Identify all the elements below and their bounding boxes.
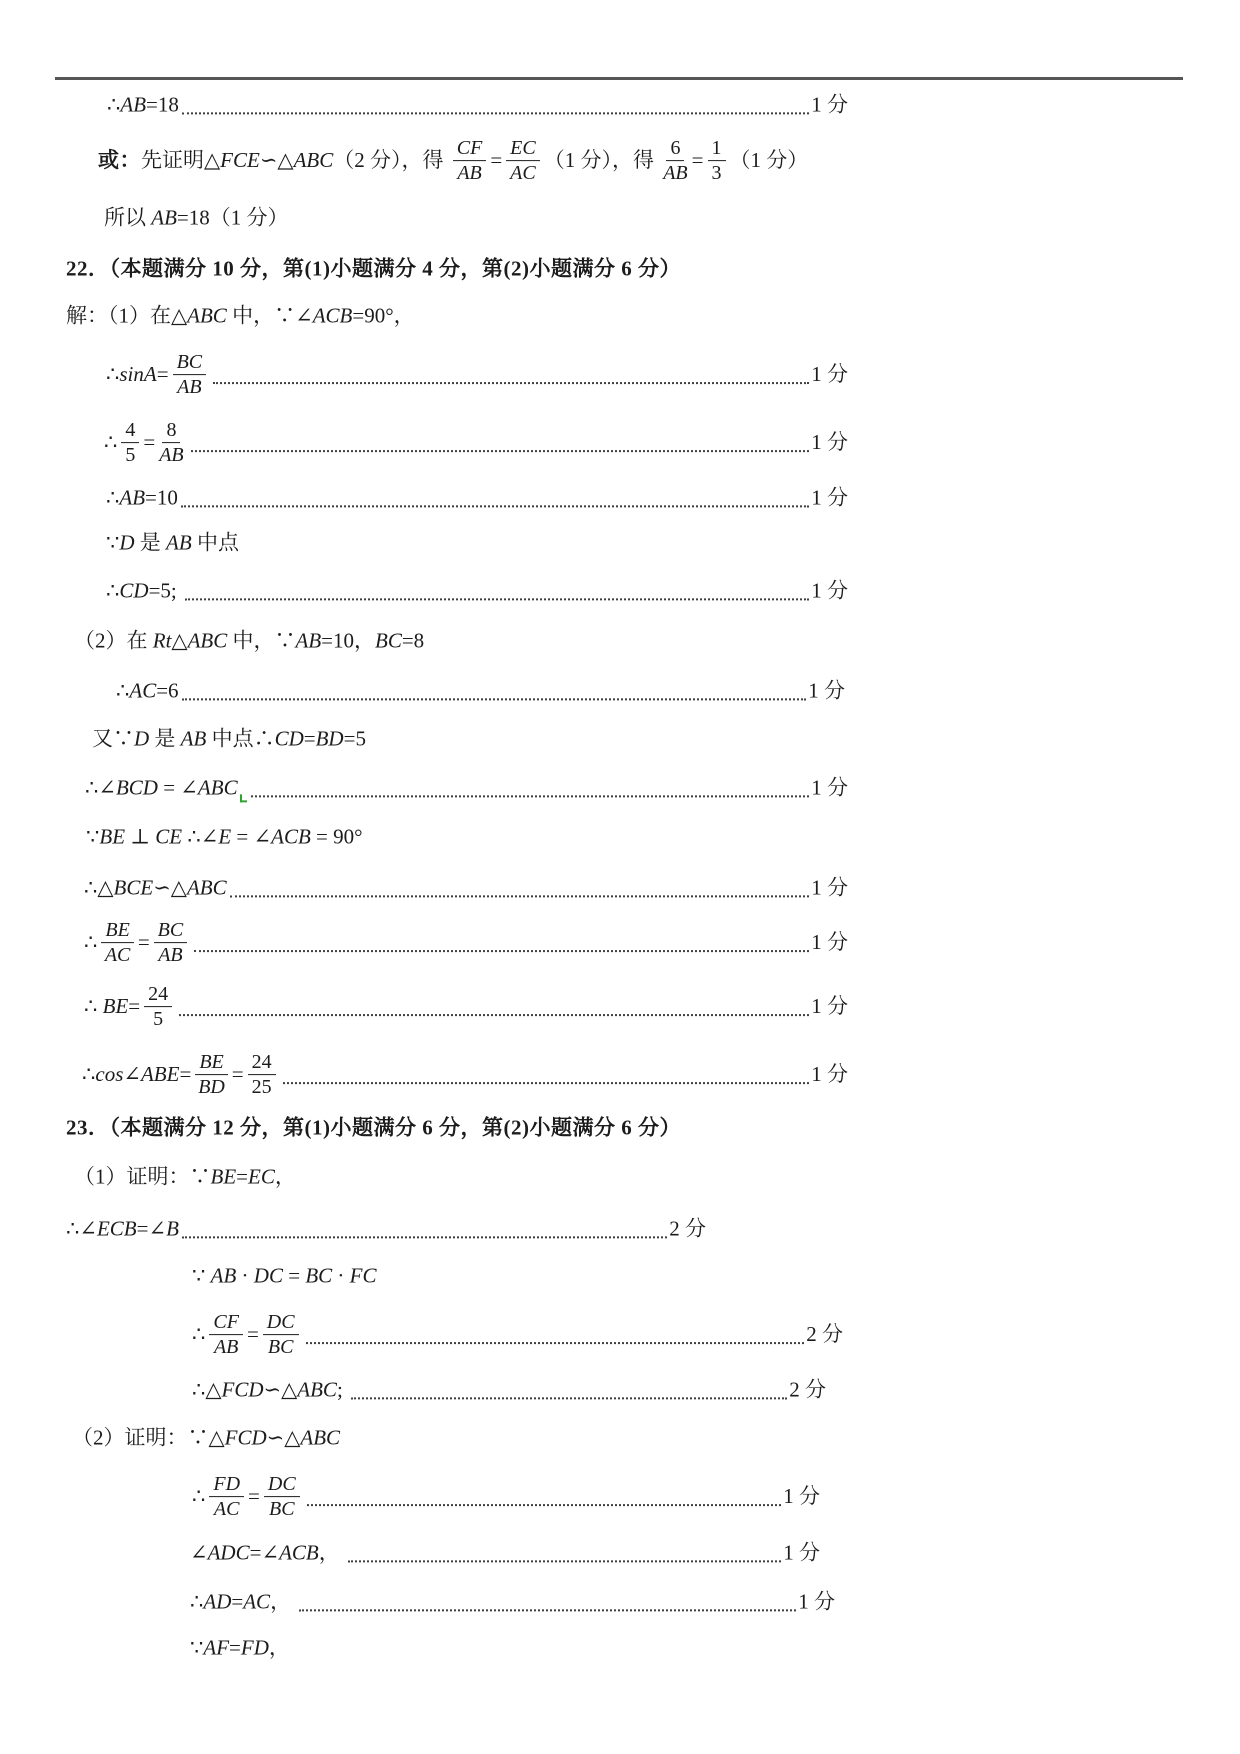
line-af-eq-fd [190,1634,290,1661]
text: 是 [134,530,167,555]
line-cf-ab-ratio [192,1311,843,1359]
text: = [156,362,169,387]
score-label: 2 分 [806,1322,843,1347]
fraction-denominator: AC [510,162,536,185]
dotted-leader [191,434,810,452]
math-text: ABC [297,1377,337,1402]
math-text: ABE [140,1062,180,1087]
math-text: Rt [152,628,172,653]
dotted-leader [181,489,809,507]
dotted-leader [283,1066,810,1084]
line-angle-bcd [85,774,848,801]
math-text: AB [180,726,207,751]
line-ab-18 [107,91,848,118]
fraction [209,1311,243,1359]
text: （2）在 [74,628,153,653]
line-four-fifths [104,419,848,467]
line-adc-eq-acb [190,1539,820,1566]
math-text: FC [349,1263,377,1288]
text: ∽△ [259,148,294,173]
text: ⊥ [125,824,156,849]
text: 先证明△ [141,148,221,173]
fraction-denominator: AB [213,1336,239,1359]
fraction-numerator: DC [264,1473,300,1497]
text: = [128,994,141,1019]
dotted-leader [351,1381,787,1399]
fraction-denominator: 5 [153,1008,164,1031]
dotted-leader [182,682,807,700]
math-text: ABC [187,628,228,653]
math-text: AB [120,92,147,117]
text: = [246,1322,259,1347]
score-label: 1 分 [811,930,848,955]
math-text: ACB [279,1540,319,1565]
text: ∴∠ [85,775,116,800]
fraction-denominator: AB [159,444,184,467]
text: ∵ [86,824,100,849]
score-label: 1 分 [811,362,848,387]
math-text: ECB [96,1216,137,1241]
score-label: 1 分 [811,775,848,800]
math-text: AC [129,678,157,703]
fraction [144,983,172,1031]
fraction-numerator: BE [101,919,133,943]
fraction-numerator: 24 [248,1051,276,1075]
text: ∴ [106,578,120,603]
math-text: ADC [207,1540,250,1565]
text: ∴ [84,994,103,1019]
text: ∽△ [153,875,187,900]
fraction-denominator: AB [457,162,482,185]
text: =90°， [352,303,415,328]
math-text: CD [119,578,149,603]
line-ab-dc-product [192,1262,377,1289]
math-text: ACB [271,824,311,849]
fraction-numerator: CF [453,137,487,161]
fraction-denominator: AB [663,162,688,185]
line-alt-proof [98,137,808,185]
fraction [453,137,487,185]
text: ∴ [106,362,120,387]
dotted-leader [306,1326,805,1344]
text: =5 [343,726,366,751]
text: ∵ [190,1635,204,1660]
bold-text: 23．（本题满分 12 分，第(1)小题满分 6 分，第(2)小题满分 6 分） [66,1115,681,1140]
score-label: 1 分 [811,430,848,455]
fraction-numerator: BE [195,1051,227,1075]
dotted-leader [182,96,809,114]
math-text: CD [274,726,304,751]
line-cd-bd-5 [92,725,366,752]
text: ∴ [107,92,121,117]
math-text: AF [203,1635,230,1660]
score-label: 1 分 [811,1062,848,1087]
text: ∴△ [84,875,114,900]
text: ∠ [123,1062,141,1087]
text: ， [268,1635,290,1660]
text: 解：（1）在△ [66,303,188,328]
line-q23-proof2 [72,1424,340,1451]
text: 所以 [104,205,152,230]
math-text: BC [305,1263,333,1288]
fraction-denominator: 25 [251,1076,272,1099]
text: = [303,726,316,751]
text: ∴∠ [182,824,219,849]
text: = [231,1062,244,1087]
math-text: ABC [187,303,227,328]
fraction [209,1473,244,1521]
text: ， [274,1164,296,1189]
fraction [173,351,207,399]
text: =∠ [136,1216,167,1241]
dotted-leader [251,779,810,797]
fraction-denominator: AB [158,944,183,967]
text: ∴ [192,1322,206,1347]
fraction-numerator: DC [263,1311,299,1335]
fraction-denominator: BD [198,1076,225,1099]
math-text: BCD [115,775,158,800]
text: ， [270,1589,297,1614]
math-text: EC [248,1164,275,1189]
text: （2 分），得 [333,148,449,173]
score-label: 1 分 [811,875,848,900]
fraction-numerator: BC [173,351,207,375]
score-label: 1 分 [811,578,848,603]
line-bce-sim-abc [84,874,848,901]
text: · [332,1263,350,1288]
math-text: B [166,1216,179,1241]
text: ∴△ [192,1377,222,1402]
math-text: D [119,530,135,555]
fraction [121,419,139,467]
fraction [506,137,540,185]
math-text: FCD [221,1377,264,1402]
dotted-leader [194,934,809,952]
dotted-leader [182,1220,667,1238]
dotted-leader [299,1593,796,1611]
text: = [236,1164,248,1189]
text: ∴ [82,1062,96,1087]
green-proof-mark [240,794,247,802]
text: 中，∵ [227,628,296,653]
fraction-numerator: CF [209,1311,243,1335]
fraction-numerator: 1 [708,137,726,161]
score-label: 1 分 [811,485,848,510]
line-fd-ac-ratio [192,1473,820,1521]
text: = [282,1263,306,1288]
fraction-numerator: FD [209,1473,244,1497]
text: 又∵ [92,726,134,751]
math-text: AB [151,205,177,230]
text: ∴∠ [66,1216,97,1241]
line-suoyi-ab18 [104,204,289,231]
math-text: ABC [300,1425,341,1450]
fraction-denominator: 3 [711,162,722,185]
text: （1 分） [729,148,809,173]
fraction [263,1311,299,1359]
math-text: FCE [220,148,260,173]
fraction [154,919,188,967]
math-text: sinA [119,362,157,387]
line-q22-part2 [74,627,424,654]
math-text: CE [155,824,183,849]
text: ∵ [106,530,120,555]
fraction-numerator: 24 [144,983,172,1007]
fraction-denominator: BC [269,1498,295,1521]
line-q23-proof1 [74,1163,296,1190]
text: =5; [148,578,182,603]
text: = [137,930,150,955]
score-label: 1 分 [808,678,845,703]
math-text: D [134,726,150,751]
text: （1 分），得 [543,148,660,173]
fraction-denominator: AB [177,376,202,399]
dotted-leader [213,366,809,384]
fraction-numerator: 4 [121,419,139,443]
fraction-numerator: BC [154,919,188,943]
score-label: 1 分 [783,1540,820,1565]
text: =10 [145,485,178,510]
math-text: BD [315,726,344,751]
text: =8 [401,628,425,653]
math-text: BCE [113,875,154,900]
score-label: 1 分 [783,1484,820,1509]
fraction [248,1051,276,1099]
math-text: AB [210,1263,237,1288]
text: · [236,1263,254,1288]
math-text: DC [253,1263,283,1288]
dotted-leader [185,582,809,600]
math-text: FD [240,1635,269,1660]
text: ∽△ [266,1425,301,1450]
text: △ [171,628,188,653]
fraction-denominator: AC [213,1498,240,1521]
line-cd-5 [106,577,848,604]
fraction [663,137,687,185]
dotted-leader [179,998,809,1016]
math-text: FCD [224,1425,267,1450]
text: = [490,148,503,173]
score-label: 2 分 [789,1377,826,1402]
text: = [179,1062,192,1087]
page-top-rule [55,77,1183,80]
text: ∽△ [263,1377,298,1402]
text: ∵ [192,1263,211,1288]
fraction-denominator: 5 [125,444,136,467]
fraction-numerator: 6 [666,137,684,161]
math-text: BC [375,628,402,653]
dotted-leader [230,879,810,897]
text: =∠ [249,1540,280,1565]
math-text: cos [95,1062,124,1087]
math-text: ABC [197,775,238,800]
text: （2）证明：∵△ [72,1425,225,1450]
text: = [248,1484,260,1509]
text: = [691,148,704,173]
text: ∴ [116,678,130,703]
line-ac-6 [116,677,845,704]
score-label: 2 分 [669,1216,706,1241]
text: ∴ [104,430,118,455]
text: （1）证明：∵ [74,1164,211,1189]
line-q23-header [66,1114,681,1141]
bold-text: 或： [98,148,141,173]
text: =10， [321,628,375,653]
text: ∴ [192,1484,206,1509]
text: 是 [149,726,181,751]
text: ∴ [84,930,98,955]
dotted-leader [348,1544,781,1562]
math-text: ABC [293,148,334,173]
score-label: 1 分 [811,92,848,117]
fraction [159,419,183,467]
line-be-ac-ratio [84,919,848,967]
line-fcd-sim-abc [192,1376,826,1403]
text: 中，∵∠ [226,303,313,328]
score-label: 1 分 [798,1589,835,1614]
line-q22-header [66,255,681,282]
fraction-numerator: EC [506,137,540,161]
line-ad-eq-ac [190,1588,835,1615]
line-cos-abe [82,1051,848,1099]
math-text: AD [203,1589,232,1614]
math-text: ABC [186,875,227,900]
fraction [708,137,726,185]
math-text: AB [119,485,146,510]
line-d-midpoint [106,529,239,556]
score-label: 1 分 [811,994,848,1019]
fraction [264,1473,300,1521]
math-text: BE [99,824,126,849]
text: ; [336,1377,349,1402]
text: = ∠ [231,824,272,849]
fraction [101,919,133,967]
math-text: E [218,824,232,849]
text: ∠ [190,1540,208,1565]
text: = [143,430,156,455]
text: 中点 [191,530,239,555]
text: ， [318,1540,345,1565]
line-be-24-5 [84,983,848,1031]
text: = 90° [310,824,363,849]
line-ecb-eq-b [66,1215,706,1242]
math-text: AB [166,530,192,555]
text: =18 [146,92,179,117]
fraction [195,1051,227,1099]
fraction-denominator: BC [267,1336,294,1359]
math-text: BE [102,994,129,1019]
math-text: AB [295,628,322,653]
fraction-denominator: AC [104,944,131,967]
text: =6 [156,678,179,703]
text: = ∠ [157,775,198,800]
line-sina [106,351,848,399]
text: = [229,1635,241,1660]
line-ab-10 [106,484,848,511]
math-text: BE [210,1164,237,1189]
text: 中点∴ [206,726,275,751]
dotted-leader [307,1488,782,1506]
text: ∴ [106,485,120,510]
line-be-perp-ce [86,823,363,850]
text: =18（1 分） [176,205,289,230]
text: ∴ [190,1589,204,1614]
fraction-numerator: 8 [162,419,180,443]
line-q22-jie [66,302,415,329]
math-text: AC [243,1589,271,1614]
math-text: ACB [312,303,353,328]
text: = [231,1589,244,1614]
bold-text: 22．（本题满分 10 分，第(1)小题满分 4 分，第(2)小题满分 6 分） [66,256,681,281]
